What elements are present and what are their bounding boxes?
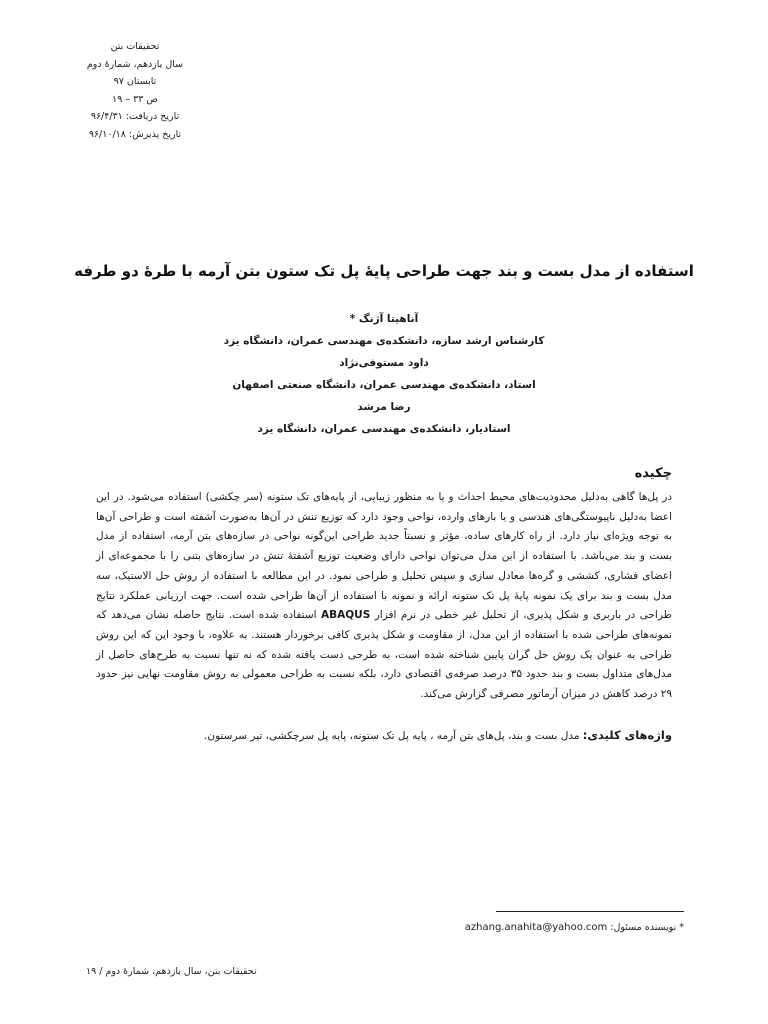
author-name: رضا مرشد — [357, 401, 411, 413]
received-date: تاریخ دریافت: ۹۶/۴/۳۱ — [90, 111, 180, 122]
author-name: داود مستوفی‌نژاد — [339, 357, 429, 369]
abstract-text-part2: استفاده شده است. نتایج حاصله نشان می‌دهد که نمونه‌های طراحی شده با استفاده از این مدل، از مقاومت و شکل پذیری کافی برخوردار هستند. به علاوه، با وجود این که این روش طراحی به عنوان یک روش حل گران پایین شناخته شده است، به طرحی دست یافته شده که نه تنها نسبت به طرح‌های حاصل از مدل‌های متداول بست و بند حدود ۳۵ درصد صرفه‌ی اقتصادی دارد، بلکه نسبت به طراحی معمولی به روش مقاومت نهایی نیز حدود ۲۹ درصد کاهش در میزان آرماتور مصرفی گزارش می‌کند. — [96, 609, 673, 701]
corresponding-author-footnote — [465, 922, 684, 933]
keywords-line — [96, 728, 672, 742]
keywords-label: واژه‌های کلیدی: — [582, 728, 672, 742]
journal-season: تابستان ۹۷ — [113, 76, 157, 87]
footnote-divider — [496, 911, 684, 912]
abstract-text-part1: در پل‌ها گاهی به‌دلیل محدودیت‌های محیط احداث و یا به منظور زیبایی، از پایه‌های تک ستونه (سر چکشی) استفاده می‌شود. در این اعضا به‌دلیل ناپیوستگی‌های هندسی و یا بارهای وارده، نواحی وجود دارد که توزیع تنش در آن‌ها به‌صورت آشفته است و طراحی آن‌ها به توجه ویژه‌ای نیاز دارد. از راه کارهای ساده، مؤثر و نسبتاً جدید طراحی این‌گونه نواحی در سازه‌های بتن آرمه، استفاده از مدل بست و بند می‌باشد. با استفاده از این مدل می‌توان نواحی دارای وضعیت توزیع آشفتهٔ تنش در سازه‌های بتنی را با مجموعه‌ای از اعضای فشاری، کششی و گره‌ها معادل سازی و سپس تحلیل و طراحی نمود. در این مطالعه با استفاده از روش حل الاستیک، سه مدل بست و بند برای یک نمونه پایهٔ پل تک ستونه ارائه و نمونه با استفاده از آن‌ها طراحی شده است. جهت ارزیابی عملکرد نتایج طراحی در باربری و شکل پذیری، از تحلیل غیر خطی در نرم افزار — [96, 491, 672, 622]
software-name: ABAQUS — [321, 609, 371, 622]
abstract-heading: چکیده — [634, 466, 672, 481]
journal-pages: ص ۳۳ – ۱۹ — [112, 93, 158, 105]
journal-name: تحقیقات بتن — [110, 41, 160, 52]
authors-block — [60, 308, 708, 440]
author-email-link[interactable]: azhang.anahita@yahoo.com — [464, 922, 608, 933]
author-affiliation: کارشناس ارشد سازه، دانشکده‌ی مهندسی عمران، دانشگاه یزد — [223, 335, 545, 347]
abstract-body — [96, 488, 672, 705]
journal-volume-issue: سال یازدهم، شمارهٔ دوم — [86, 58, 184, 70]
author-name: آناهیتا آژنگ * — [349, 313, 419, 325]
author-affiliation: استاد، دانشکده‌ی مهندسی عمران، دانشگاه صنعتی اصفهان — [232, 379, 536, 391]
journal-info-block — [60, 38, 210, 143]
author-affiliation: استادیار، دانشکده‌ی مهندسی عمران، دانشگاه یزد — [257, 423, 511, 435]
keywords-text: مدل بست و بند، پل‌های بتن آرمه ، پایه پل تک ستونه، پایه پل سرچکشی، تیر سرستون. — [204, 730, 580, 742]
footnote-label: * نویسنده مسئول: — [610, 922, 684, 933]
accepted-date: تاریخ پذیرش: ۹۶/۱۰/۱۸ — [88, 128, 182, 140]
page-footer: تحقیقات بتن، سال یازدهم، شمارهٔ دوم / ۱۹ — [86, 966, 257, 977]
paper-title: استفاده از مدل بست و بند جهت طراحی پایهٔ پل تک ستون بتن آرمه با طرهٔ دو طرفه — [74, 262, 694, 280]
